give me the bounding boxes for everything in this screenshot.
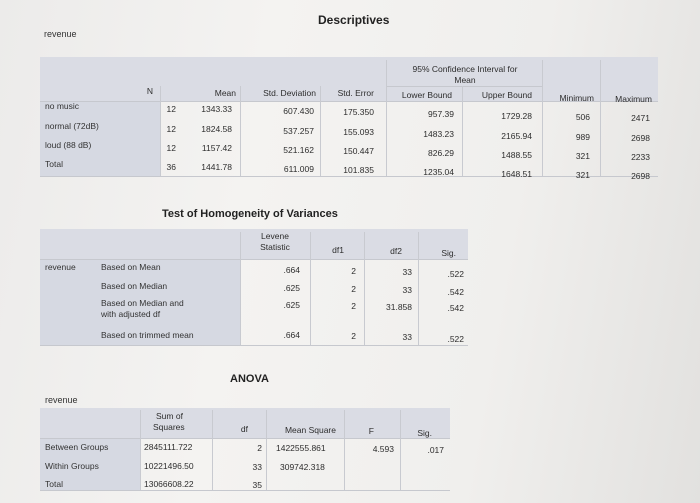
anova-cell: 10221496.50 [144,461,194,471]
anova-vrule [140,410,141,490]
desc-row-label: loud (88 dB) [45,140,92,150]
col-min: Minimum [559,93,594,103]
desc-cell: 506 [575,112,590,122]
col-f: F [368,426,374,436]
homo-row-label: Based on Median and [101,298,184,308]
col-squares: Squares [153,422,185,432]
desc-cell: 2698 [631,133,650,143]
homo-cell: .625 [283,283,300,293]
anova-cell: .017 [427,445,444,455]
homogeneity-vrule [364,232,365,345]
col-df: df [240,424,248,434]
anova-cell: 33 [252,462,262,472]
homogeneity-variable: revenue [45,262,76,272]
desc-cell: 537.257 [283,126,314,136]
desc-cell: 36 [166,162,176,172]
desc-cell: 321 [575,170,590,180]
col-se: Std. Error [337,88,374,98]
col-lower: Lower Bound [401,90,452,100]
homogeneity-vrule [310,232,311,345]
col-sig: Sig. [441,248,456,258]
desc-cell: 12 [166,124,176,134]
homo-cell: .522 [447,269,464,279]
descriptives-vrule [542,60,543,176]
anova-cell: 35 [252,480,262,490]
desc-cell: 2233 [631,152,650,162]
homo-cell: 33 [402,332,412,342]
anova-cell: 1422555.861 [276,443,326,453]
homo-cell: 2 [351,284,356,294]
homo-row-label: Based on trimmed mean [101,330,194,340]
anova-variable: revenue [45,395,78,405]
homo-row-label: Based on Median [101,281,168,291]
anova-title: ANOVA [230,373,269,385]
homo-cell: 2 [351,331,356,341]
desc-cell: 521.162 [283,145,314,155]
ci-header: 95% Confidence Interval for [412,64,518,74]
col-levene: Levene [261,231,289,241]
desc-cell: 826.29 [428,148,454,158]
desc-cell: 1648.51 [501,169,532,179]
homo-cell: 31.858 [386,302,412,312]
descriptives-variable: revenue [44,29,77,39]
homogeneity-vrule [240,232,241,345]
anova-cell: 13066608.22 [144,479,194,489]
homogeneity-header-rule [40,259,468,260]
col-anova-sig: Sig. [417,428,432,438]
descriptives-title: Descriptives [318,13,390,27]
desc-cell: 155.093 [343,127,374,137]
homo-cell: .625 [283,300,300,310]
desc-cell: 1824.58 [201,124,232,134]
desc-cell: 1343.33 [201,104,232,114]
descriptives-ci-rule [386,86,542,87]
desc-cell: 175.350 [343,107,374,117]
desc-cell: 607.430 [283,106,314,116]
anova-vrule [400,410,401,490]
anova-cell: 4.593 [372,444,394,454]
desc-cell: 1488.55 [501,150,532,160]
col-mean-square: Mean Square [284,425,336,435]
anova-vrule [212,410,213,490]
descriptives-vrule [240,86,241,176]
descriptives-vrule [320,86,321,176]
homo-cell: .522 [447,334,464,344]
desc-cell: 957.39 [428,109,454,119]
col-sum-of: Sum of [156,411,183,421]
homogeneity-vrule [418,232,419,345]
homo-cell: 33 [402,285,412,295]
homo-cell: .664 [283,265,300,275]
col-df1: df1 [332,245,344,255]
desc-cell: 12 [166,143,176,153]
desc-cell: 1483.23 [423,129,454,139]
col-upper: Upper Bound [481,90,532,100]
desc-cell: 1157.42 [201,143,232,153]
col-max: Maximum [615,94,652,104]
desc-row-label: Total [45,159,63,169]
descriptives-vrule [386,60,387,176]
homogeneity-bottom-rule [40,345,468,346]
anova-row-label: Between Groups [45,442,109,452]
homo-cell: .542 [447,287,464,297]
homo-row-label-cont: with adjusted df [101,309,161,319]
anova-cell: 2845111.722 [144,442,193,452]
anova-row-label: Within Groups [45,461,99,471]
desc-cell: 2471 [631,113,650,123]
descriptives-vrule [600,60,601,176]
desc-cell: 150.447 [343,146,374,156]
descriptives-vrule [462,86,463,176]
homo-row-label: Based on Mean [101,262,161,272]
desc-cell: 12 [166,104,176,114]
col-df2: df2 [390,246,402,256]
homo-cell: 2 [351,301,356,311]
desc-row-label: normal (72dB) [45,121,99,131]
anova-vrule [266,410,267,490]
desc-cell: 1441.78 [201,162,232,172]
homo-cell: 2 [351,266,356,276]
desc-cell: 1235.04 [423,167,454,177]
homo-cell: 33 [402,267,412,277]
ci-header-mean: Mean [454,75,476,85]
anova-vrule [344,410,345,490]
homo-cell: .542 [447,303,464,313]
desc-cell: 1729.28 [501,111,532,121]
desc-cell: 2698 [631,171,650,181]
desc-cell: 101.835 [343,165,374,175]
homogeneity-title: Test of Homogeneity of Variances [162,208,338,220]
col-levene-statistic: Statistic [260,242,290,252]
desc-cell: 611.009 [283,164,314,174]
anova-row-label: Total [45,479,63,489]
anova-header-rule [40,438,450,439]
anova-cell: 2 [257,443,262,453]
col-mean: Mean [214,88,236,98]
col-n: N [146,86,154,96]
desc-cell: 321 [575,151,590,161]
desc-row-label: no music [45,101,80,111]
homo-cell: .664 [283,330,300,340]
desc-cell: 989 [575,132,590,142]
anova-cell: 309742.318 [280,462,325,472]
desc-cell: 2165.94 [501,131,532,141]
col-sd: Std. Deviation [263,88,316,98]
